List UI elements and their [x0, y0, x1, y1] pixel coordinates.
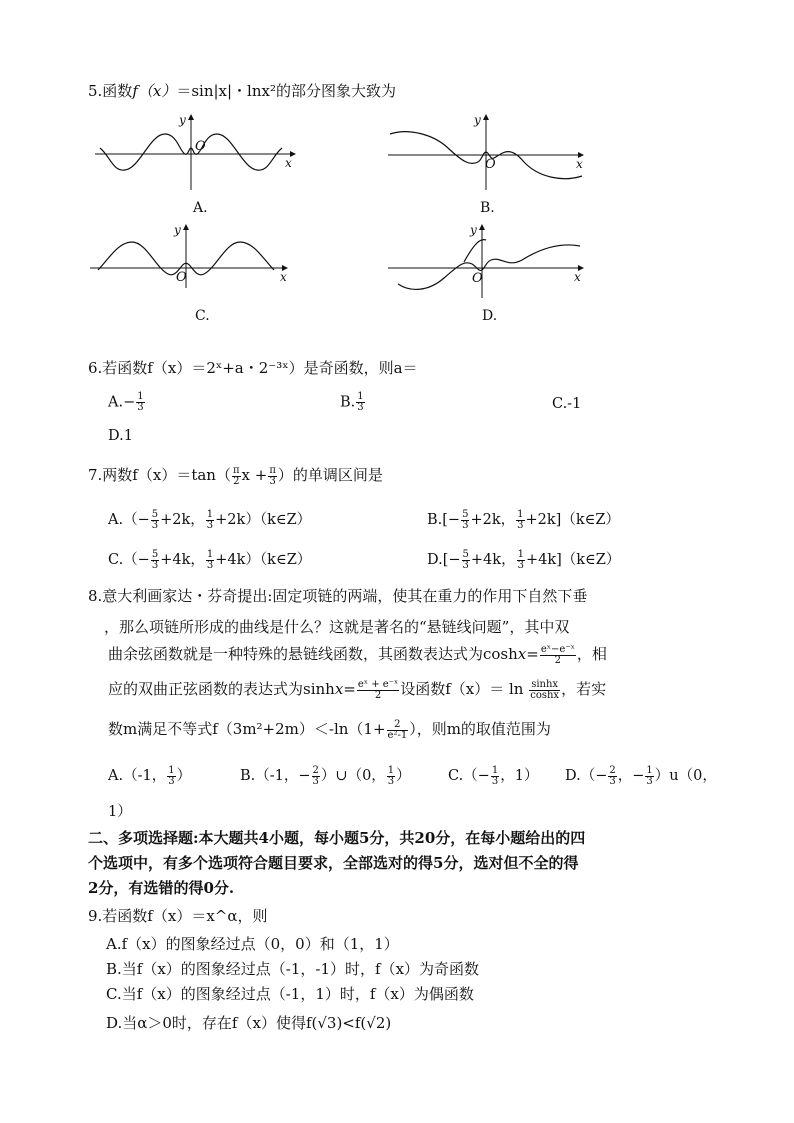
- graph-b: [388, 112, 593, 192]
- q7-option-d: D.[− $\frac{5}{3}$ +4k， $\frac{1}{3}$ +4k]（k∈Z）: [427, 548, 621, 571]
- q8-option-b: B.（-1，− $\frac{2}{3}$ ）∪（0， $\frac{1}{3}$ ）: [240, 764, 411, 787]
- graph-d-y: y: [470, 223, 477, 237]
- label-b: B.: [480, 200, 495, 216]
- q6-option-c: C.-1: [552, 396, 582, 412]
- graph-d-x: x: [574, 270, 581, 284]
- q8-line1: 8.意大利画家达・芬奇提出:固定项链的两端，使其在重力的作用下自然下垂: [88, 587, 588, 605]
- q7-option-b: B.[− $\frac{5}{3}$ +2k， $\frac{1}{3}$ +2k]（k∈Z）: [427, 508, 620, 531]
- graph-a-o: O: [195, 139, 206, 154]
- graph-a-x: x: [285, 156, 292, 170]
- q8-line3: 曲余弦函数就是一种特殊的悬链线函数，其函数表达式为coshx= $\frac{\text{eˣ−e⁻ˣ}}{2}$ ，相: [108, 643, 607, 666]
- graph-a-y: y: [179, 113, 186, 127]
- q6-stem: 6.若函数f（x）＝2ˣ+a・2⁻³ˣ）是奇函数，则a＝: [88, 359, 418, 377]
- q9-option-b: B.当f（x）的图象经过点（-1，-1）时，f（x）为奇函数: [106, 960, 480, 978]
- graph-d: [388, 222, 593, 302]
- q8-option-c: C.（− $\frac{1}{3}$ ，1）: [448, 764, 539, 787]
- graph-c-y: y: [174, 223, 181, 237]
- label-c: C.: [195, 308, 210, 324]
- q6-option-a: A.− $\frac{1}{3}$: [108, 391, 144, 413]
- label-a: A.: [193, 200, 208, 216]
- graph-c-o: O: [176, 270, 187, 285]
- q8-option-a: A.（-1， $\frac{1}{3}$ ）: [108, 764, 192, 787]
- q5-stem: 5.函数f（x）＝sin|x|・lnx²的部分图象大致为: [88, 82, 396, 100]
- q8-line2: ，那么项链所形成的曲线是什么？这就是著名的“悬链线问题”，其中双: [104, 618, 570, 636]
- graph-d-o: O: [472, 271, 483, 286]
- q9-option-d: D.当α＞0时，存在f（x）使得f(√3)<f(√2): [106, 1014, 392, 1032]
- q8-line4: 应的双曲正弦函数的表达式为sinhx= $\frac{\text{eˣ + e⁻ˣ}}{2}$ 设函数f（x）＝ ln $\frac{\sinh x}{\cosh x}$ ，若实: [108, 678, 607, 701]
- q7-option-c: C.（− $\frac{5}{3}$ +4k， $\frac{1}{3}$ +4k）（k∈Z）: [108, 548, 312, 571]
- q9-option-a: A.f（x）的图象经过点（0，0）和（1，1）: [106, 935, 399, 953]
- section2-line1: 二、多项选择题:本大题共4小题，每小题5分，共20分，在每小题给出的四: [88, 829, 586, 847]
- q9-option-c: C.当f（x）的图象经过点（-1，1）时，f（x）为偶函数: [106, 985, 474, 1003]
- q7-option-a: A.（− $\frac{5}{3}$ +2k， $\frac{1}{3}$ +2k）（k∈Z）: [108, 508, 312, 531]
- graph-c-x: x: [280, 270, 287, 284]
- q8-option-d-wrap: 1）: [108, 804, 132, 820]
- section2-line2: 个选项中，有多个选项符合题目要求，全部选对的得5分，选对但不全的得: [88, 854, 579, 872]
- q6-option-d: D.1: [108, 428, 133, 444]
- section2-line3: 2分，有选错的得0分.: [88, 879, 235, 897]
- q8-option-d: D.（− $\frac{2}{3}$ ，− $\frac{1}{3}$ ）u（0，: [565, 764, 717, 787]
- graph-b-y: y: [474, 113, 481, 127]
- label-d: D.: [482, 308, 498, 324]
- q9-stem: 9.若函数f（x）＝x^α，则: [88, 907, 268, 925]
- graph-c: [90, 222, 295, 302]
- graph-b-o: O: [485, 157, 496, 172]
- q8-line5: 数m满足不等式f（3m²+2m）＜-ln（1+ $\frac{2}{\text{e²-1}}$ ），则m的取值范围为: [108, 718, 551, 741]
- q6-option-b: B. $\frac{1}{3}$: [340, 391, 364, 413]
- q7-stem: 7.两数f（x）＝tan（ $\frac{\pi}{2}$ x + $\frac{\pi}{3}$ ）的单调区间是: [88, 464, 383, 487]
- graph-a: [95, 112, 300, 192]
- graph-b-x: x: [576, 157, 583, 171]
